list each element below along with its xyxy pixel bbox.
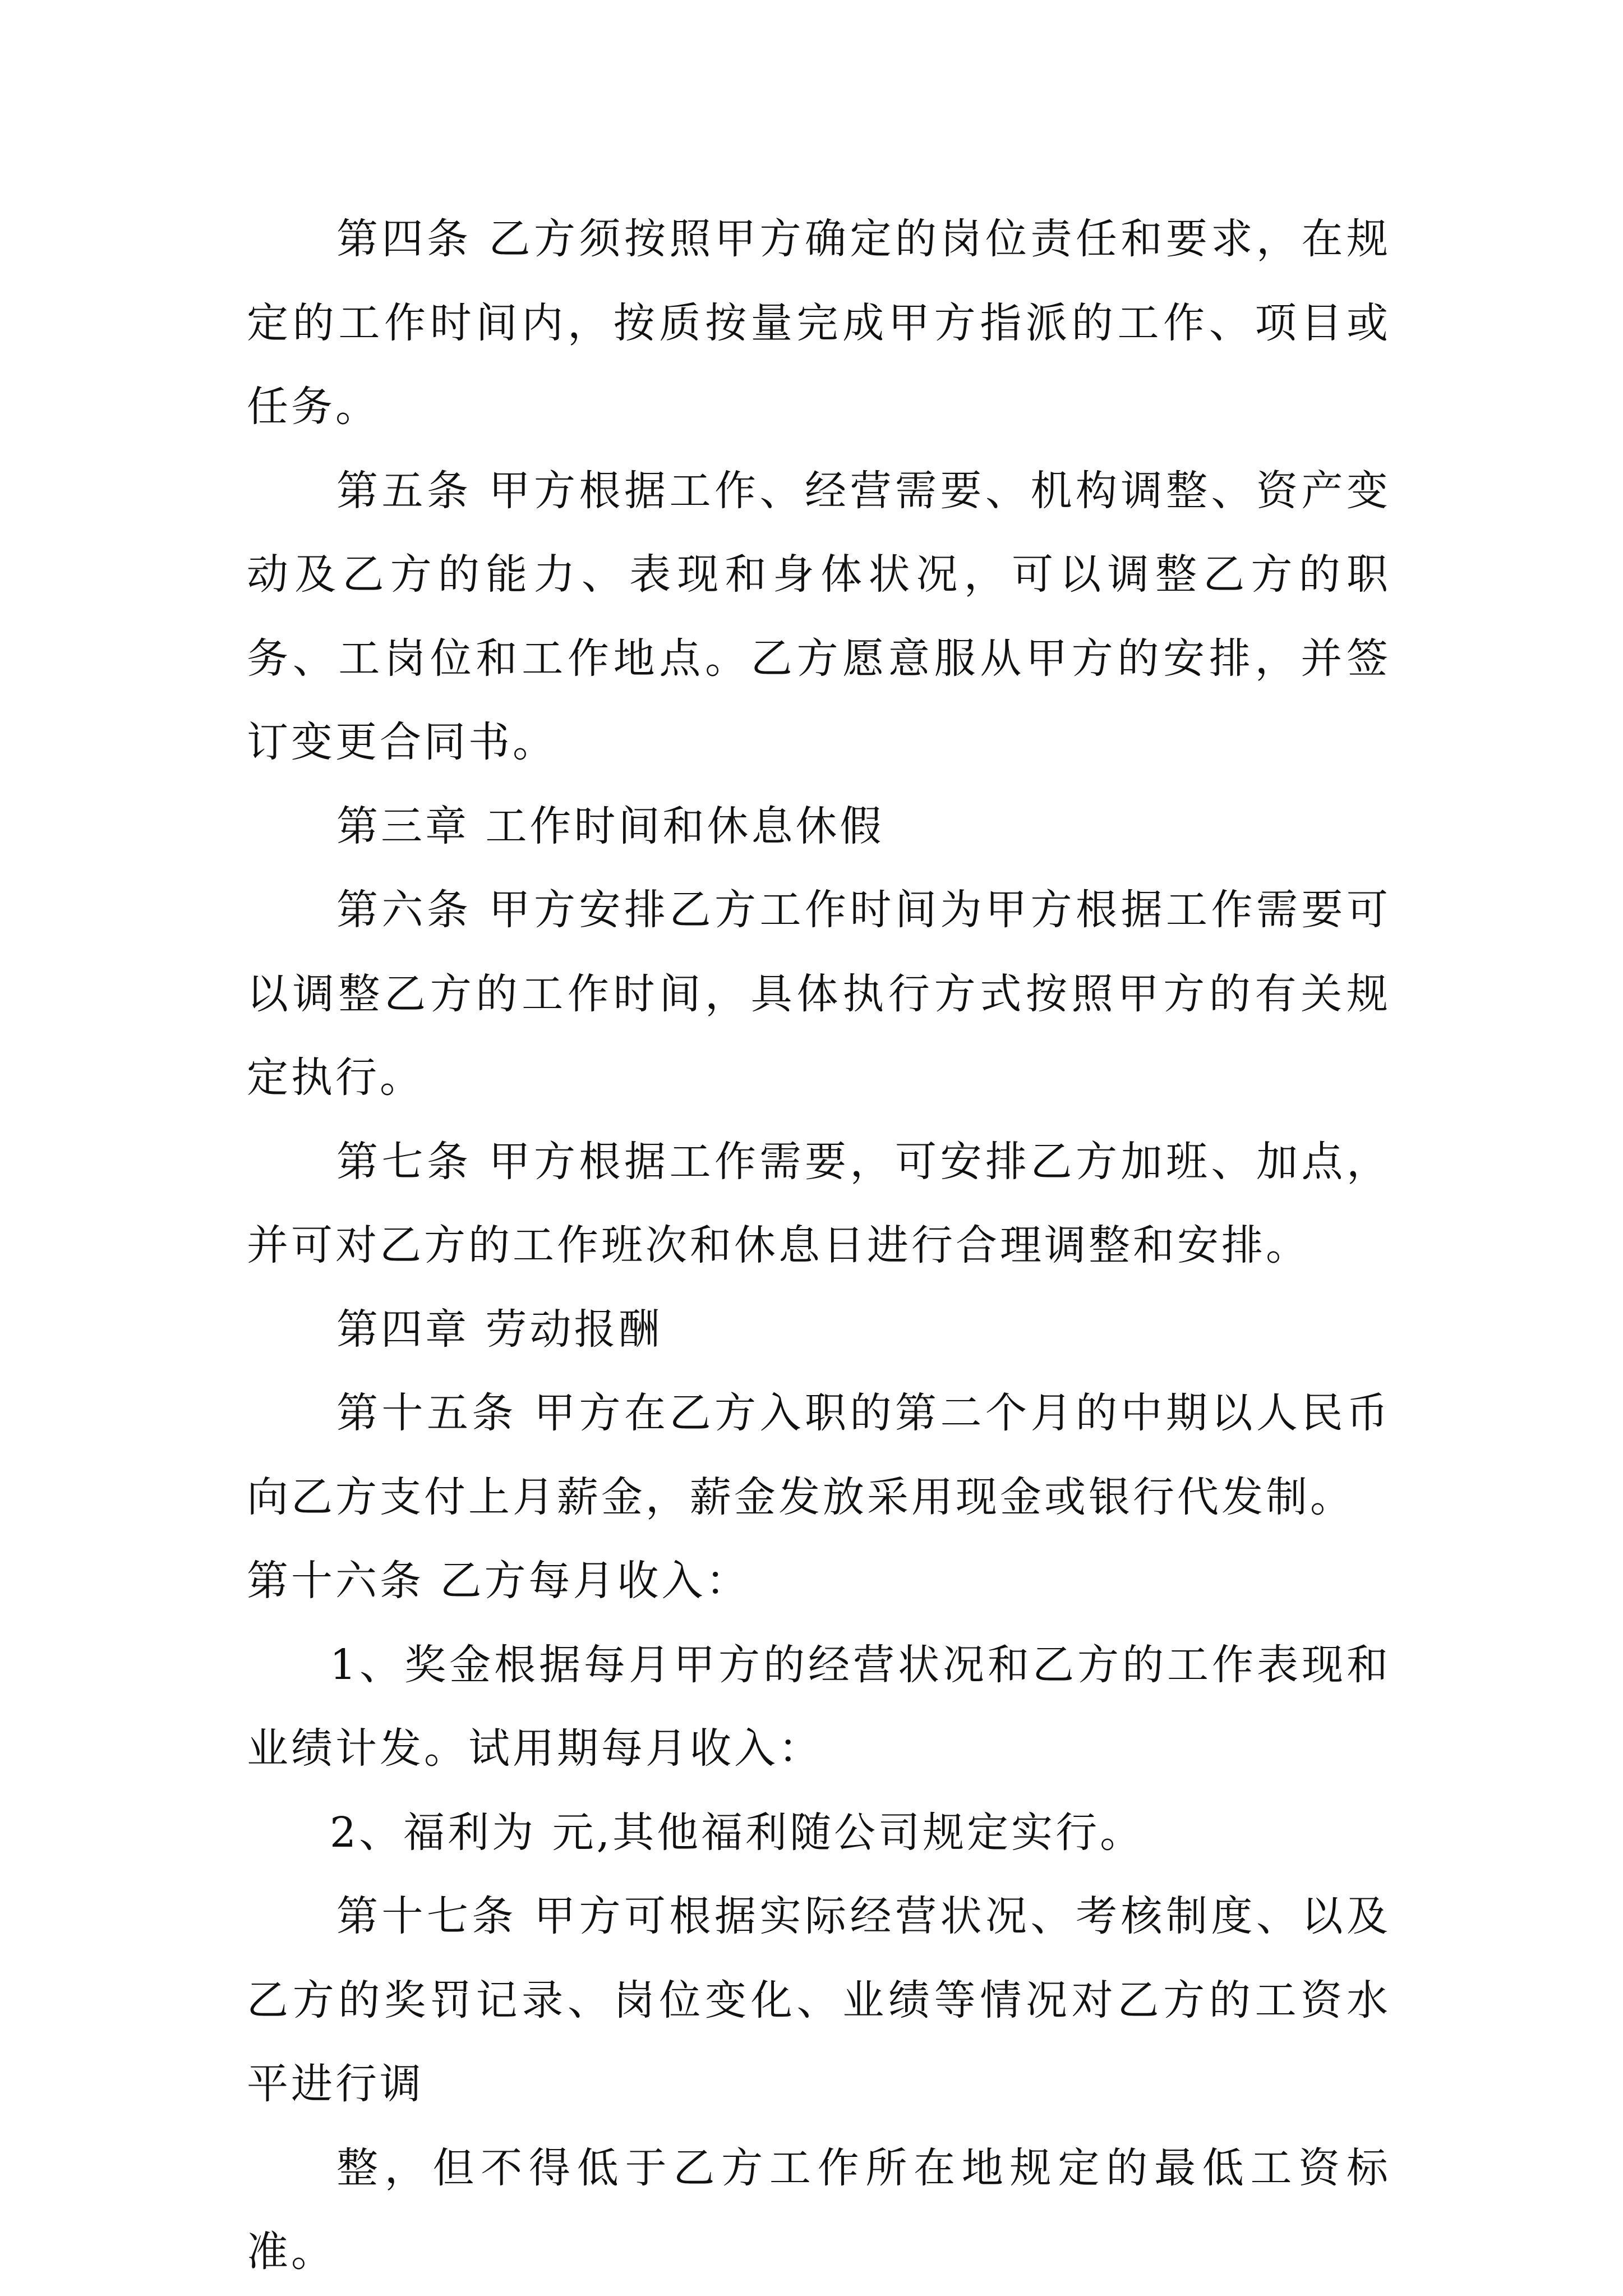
chapter-3-heading: 第三章 工作时间和休息休假 xyxy=(336,802,884,850)
document-body xyxy=(247,197,1391,2294)
article-16-item-2: 2、福利为 元,其他福利随公司规定实行。 xyxy=(330,1808,1145,1857)
article-4-paragraph: 第四条 乙方须按照甲方确定的岗位责任和要求，在规定的工作时间内，按质按量完成甲方指派的工作、项目或任务。 xyxy=(247,215,1391,431)
chapter-4-heading: 第四章 劳动报酬 xyxy=(336,1305,663,1354)
article-17-continuation: 整，但不得低于乙方工作所在地规定的最低工资标准。 xyxy=(247,2143,1391,2276)
article-17-paragraph: 第十七条 甲方可根据实际经营状况、考核制度、以及乙方的奖罚记录、岗位变化、业绩等情况对乙方的工资水平进行调 xyxy=(247,1892,1391,2108)
article-15-paragraph: 第十五条 甲方在乙方入职的第二个月的中期以人民币向乙方支付上月薪金，薪金发放采用现金或银行代发制。 xyxy=(247,1389,1391,1521)
article-16-paragraph: 第十六条 乙方每月收入： xyxy=(247,1557,750,1605)
article-5-paragraph: 第五条 甲方根据工作、经营需要、机构调整、资产变动及乙方的能力、表现和身体状况，可以调整乙方的职务、工岗位和工作地点。乙方愿意服从甲方的安排，并签订变更合同书。 xyxy=(247,466,1391,766)
article-16-item-1: 1、奖金根据每月甲方的经营状况和乙方的工作表现和业绩计发。试用期每月收入： xyxy=(247,1640,1391,1773)
article-6-paragraph: 第六条 甲方安排乙方工作时间为甲方根据工作需要可以调整乙方的工作时间，具体执行方式按照甲方的有关规定执行。 xyxy=(247,886,1391,1102)
article-7-paragraph: 第七条 甲方根据工作需要，可安排乙方加班、加点，并可对乙方的工作班次和休息日进行合理调整和安排。 xyxy=(247,1137,1391,1269)
